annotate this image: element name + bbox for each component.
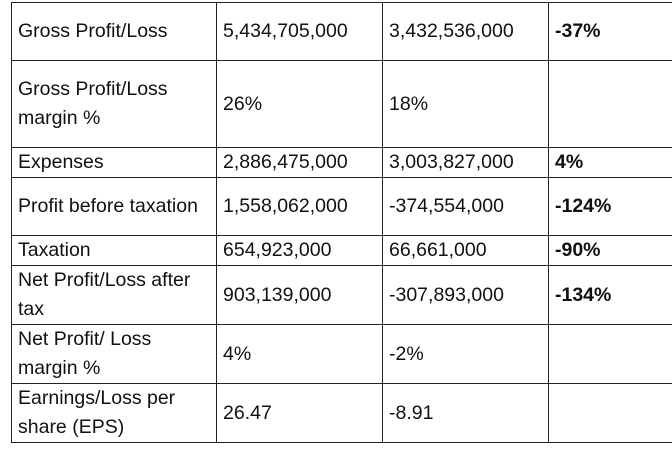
row-label: Earnings/Loss per share (EPS) bbox=[12, 384, 217, 443]
value-cell-2: -374,554,000 bbox=[383, 178, 549, 236]
value-cell-1: 654,923,000 bbox=[217, 236, 383, 266]
table-row bbox=[12, 178, 672, 236]
row-label: Expenses bbox=[12, 148, 217, 178]
value-cell-1: 1,558,062,000 bbox=[217, 178, 383, 236]
row-label: Net Profit/ Loss margin % bbox=[12, 325, 217, 384]
row-label: Taxation bbox=[12, 236, 217, 266]
value-cell-2: 3,003,827,000 bbox=[383, 148, 549, 178]
value-cell-1: 903,139,000 bbox=[217, 266, 383, 325]
change-cell: -124% bbox=[549, 178, 672, 236]
change-cell bbox=[549, 61, 672, 148]
row-label: Gross Profit/Loss margin % bbox=[12, 61, 217, 148]
row-label: Profit before taxation bbox=[12, 178, 217, 236]
value-cell-1: 26.47 bbox=[217, 384, 383, 443]
financial-summary-table bbox=[11, 2, 672, 443]
value-cell-1: 2,886,475,000 bbox=[217, 148, 383, 178]
row-label: Gross Profit/Loss bbox=[12, 3, 217, 61]
change-cell: -37% bbox=[549, 3, 672, 61]
value-cell-2: 18% bbox=[383, 61, 549, 148]
value-cell-2: -8.91 bbox=[383, 384, 549, 443]
change-cell: 4% bbox=[549, 148, 672, 178]
value-cell-2: -307,893,000 bbox=[383, 266, 549, 325]
change-cell bbox=[549, 384, 672, 443]
change-cell: -134% bbox=[549, 266, 672, 325]
value-cell-1: 26% bbox=[217, 61, 383, 148]
change-cell bbox=[549, 325, 672, 384]
table-row bbox=[12, 3, 672, 61]
table-row bbox=[12, 266, 672, 325]
table-row bbox=[12, 61, 672, 148]
value-cell-1: 5,434,705,000 bbox=[217, 3, 383, 61]
change-cell: -90% bbox=[549, 236, 672, 266]
value-cell-2: 66,661,000 bbox=[383, 236, 549, 266]
value-cell-2: -2% bbox=[383, 325, 549, 384]
value-cell-2: 3,432,536,000 bbox=[383, 3, 549, 61]
table-row bbox=[12, 148, 672, 178]
table-row bbox=[12, 325, 672, 384]
value-cell-1: 4% bbox=[217, 325, 383, 384]
row-label: Net Profit/Loss after tax bbox=[12, 266, 217, 325]
table-row bbox=[12, 236, 672, 266]
table-row bbox=[12, 384, 672, 443]
